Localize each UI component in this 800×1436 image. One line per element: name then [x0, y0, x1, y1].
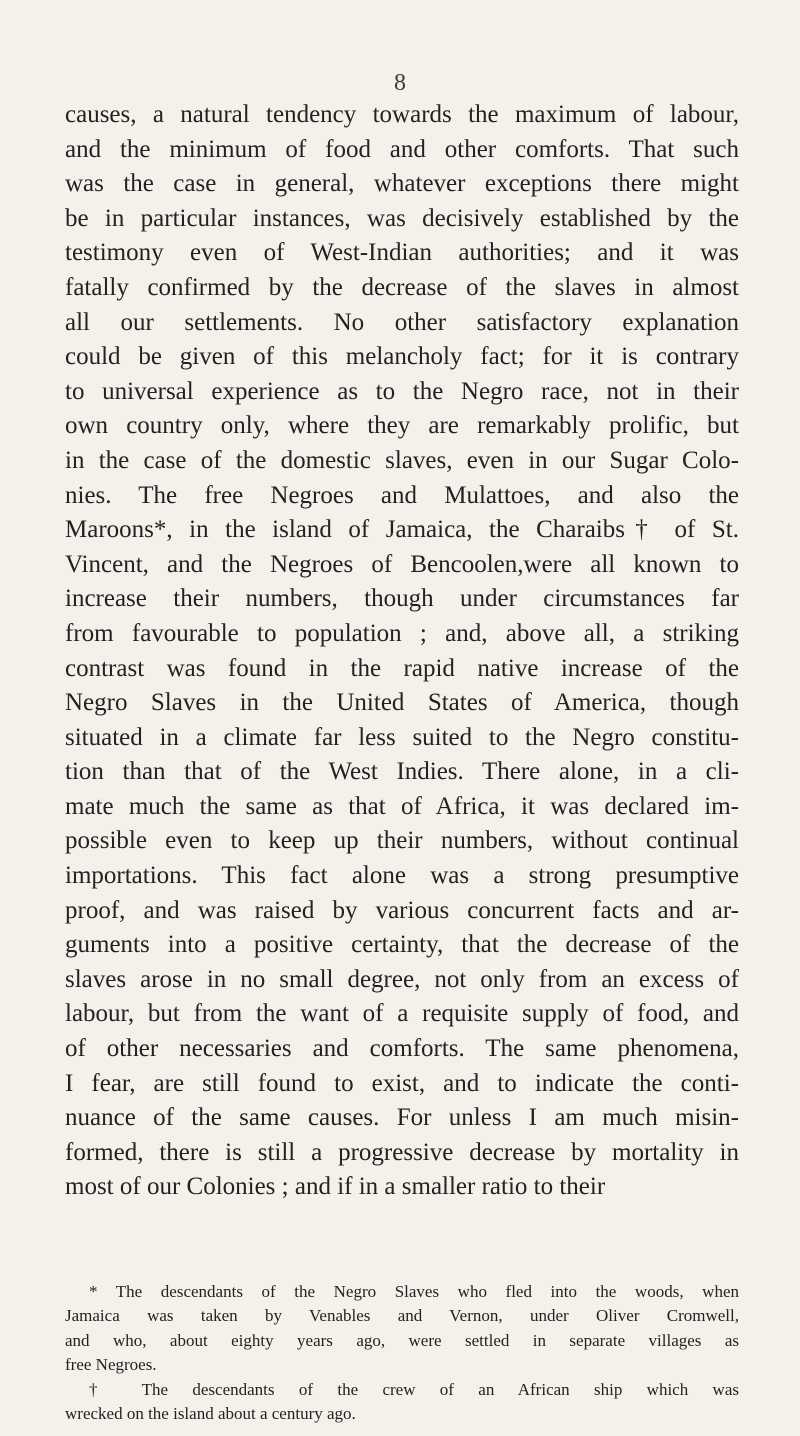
- text-line: slaves arose in no small degree, not only from an excess of: [65, 965, 739, 993]
- text-line: importations. This fact alone was a strong presumptive: [65, 862, 739, 890]
- text-line: increase their numbers, though under circumstances far: [65, 585, 739, 613]
- footnote-line: * The descendants of the Negro Slaves who fled into the woods, when: [89, 1282, 739, 1301]
- body-text: [65, 98, 739, 1205]
- text-line: most of our Colonies ; and if in a smaller ratio to their: [65, 1173, 606, 1201]
- text-line: testimony even of West-Indian authorities; and it was: [65, 239, 739, 267]
- text-line: causes, a natural tendency towards the maximum of labour,: [65, 101, 739, 128]
- text-line: tion than that of the West Indies. There alone, in a cli-: [65, 758, 739, 786]
- text-line: nies. The free Negroes and Mulattoes, and also the: [65, 481, 739, 509]
- text-line: of other necessaries and comforts. The same phenomena,: [65, 1035, 739, 1063]
- text-line: fatally confirmed by the decrease of the slaves in almost: [65, 273, 739, 301]
- text-line: guments into a positive certainty, that the decrease of the: [65, 931, 739, 959]
- text-line: nuance of the same causes. For unless I am much misin-: [65, 1104, 739, 1132]
- text-line: mate much the same as that of Africa, it was declared im-: [65, 792, 739, 820]
- text-line: labour, but from the want of a requisite supply of food, and: [65, 1000, 739, 1028]
- text-line: contrast was found in the rapid native increase of the: [65, 654, 739, 682]
- text-line: all our settlements. No other satisfactory explanation: [65, 308, 739, 336]
- text-line: Vincent, and the Negroes of Bencoolen,were all known to: [65, 550, 739, 578]
- footnote-line: and who, about eighty years ago, were settled in separate villages as: [65, 1330, 739, 1350]
- footnote-line: Jamaica was taken by Venables and Vernon, under Oliver Cromwell,: [65, 1306, 739, 1326]
- text-line: own country only, where they are remarkably prolific, but: [65, 412, 739, 440]
- text-line: formed, there is still a progressive decrease by mortality in: [65, 1138, 739, 1166]
- text-line: in the case of the domestic slaves, even in our Sugar Colo-: [65, 446, 739, 474]
- text-line: and the minimum of food and other comforts. That such: [65, 135, 739, 163]
- text-line: could be given of this melancholy fact; for it is contrary: [65, 343, 739, 371]
- footnotes: [65, 1280, 739, 1426]
- text-line: Maroons*, in the island of Jamaica, the Charaibs† of St.: [65, 516, 739, 544]
- page-number: 8: [394, 70, 406, 96]
- text-line: proof, and was raised by various concurrent facts and ar-: [65, 896, 739, 924]
- text-line: Negro Slaves in the United States of America, though: [65, 689, 739, 717]
- footnote-line: wrecked on the island about a century ago.: [65, 1404, 356, 1424]
- text-line: be in particular instances, was decisively established by the: [65, 204, 739, 232]
- text-line: from favourable to population ; and, above all, a striking: [65, 619, 739, 647]
- text-line: to universal experience as to the Negro race, not in their: [65, 377, 739, 405]
- text-line: possible even to keep up their numbers, without continual: [65, 827, 739, 855]
- text-line: situated in a climate far less suited to the Negro constitu-: [65, 723, 739, 751]
- text-line: was the case in general, whatever exceptions there might: [65, 170, 739, 198]
- text-line: I fear, are still found to exist, and to indicate the conti-: [65, 1069, 739, 1097]
- footnote-line: † The descendants of the crew of an African ship which was: [89, 1379, 739, 1399]
- footnote-line: free Negroes.: [65, 1355, 157, 1375]
